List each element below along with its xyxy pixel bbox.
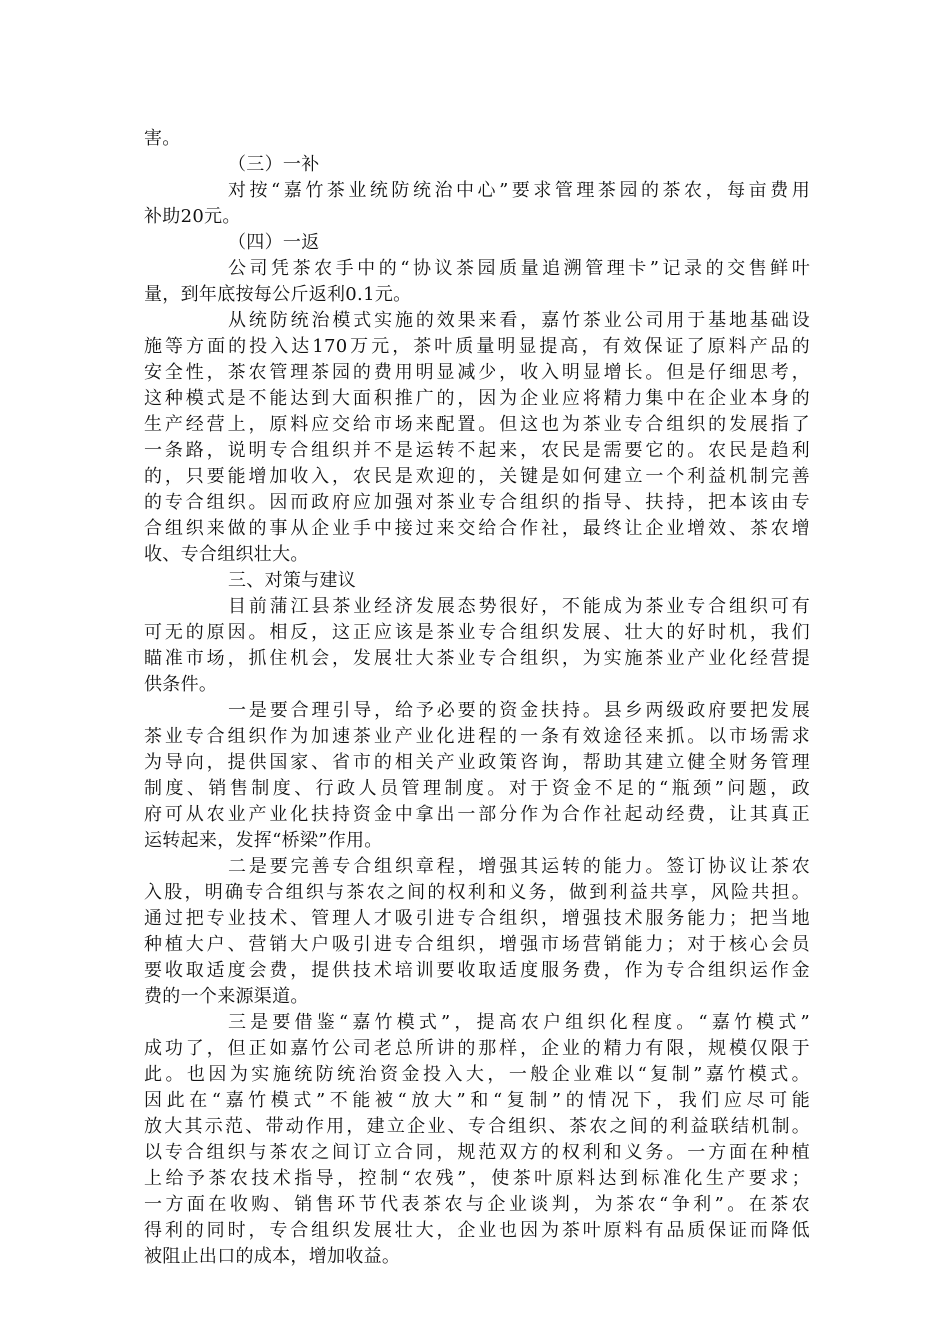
- text-line: 合组织来做的事从企业手中接过来交给合作社，最终让企业增效、茶农增: [144, 518, 810, 539]
- text-line: 入股，明确专合组织与茶农之间的权利和义务，做到利益共享，风险共担。: [144, 882, 810, 903]
- text-line: 被阻止出口的成本，增加收益。: [144, 1246, 401, 1267]
- text-line: 成功了，但正如嘉竹公司老总所讲的那样，企业的精力有限，规模仅限于: [144, 1038, 810, 1059]
- text-line: 种植大户、营销大户吸引进专合组织，增强市场营销能力；对于核心会员: [144, 934, 810, 955]
- text-line: 制度、销售制度、行政人员管理制度。对于资金不足的“瓶颈”问题，政: [144, 778, 810, 799]
- section-heading: （四）一返: [228, 232, 320, 253]
- text-line: 三是要借鉴“嘉竹模式”，提高农户组织化程度。“嘉竹模式”: [228, 1012, 810, 1033]
- section-heading: 三、对策与建议: [228, 570, 357, 591]
- text-line: 一是要合理引导，给予必要的资金扶持。县乡两级政府要把发展: [228, 700, 810, 721]
- text-line: 上给予茶农技术指导，控制“农残”，使茶叶原料达到标准化生产要求；: [144, 1168, 810, 1189]
- text-line: 以专合组织与茶农之间订立合同，规范双方的权利和义务。一方面在种植: [144, 1142, 810, 1163]
- text-line: 费的一个来源渠道。: [144, 986, 309, 1007]
- text-line: 生产经营上，原料应交给市场来配置。但这也为茶业专合组织的发展指了: [144, 414, 810, 435]
- text-line: 从统防统治模式实施的效果来看，嘉竹茶业公司用于基地基础设: [228, 310, 810, 331]
- document-page: [144, 126, 810, 1270]
- text-line: 瞄准市场，抓住机会，发展壮大茶业专合组织，为实施茶业产业化经营提: [144, 648, 810, 669]
- text-line: 为导向，提供国家、省市的相关产业政策咨询，帮助其建立健全财务管理: [144, 752, 810, 773]
- text-line: 二是要完善专合组织章程，增强其运转的能力。签订协议让茶农: [228, 856, 810, 877]
- text-line: 放大其示范、带动作用，建立企业、专合组织、茶农之间的利益联结机制。: [144, 1116, 810, 1137]
- text-line: 要收取适度会费，提供技术培训要收取适度服务费，作为专合组织运作金: [144, 960, 810, 981]
- text-line: 量，到年底按每公斤返利0.1元。: [144, 284, 412, 305]
- text-line: 施等方面的投入达170万元，茶叶质量明显提高，有效保证了原料产品的: [144, 336, 810, 357]
- text-line: 对按“嘉竹茶业统防统治中心”要求管理茶园的茶农，每亩费用: [228, 180, 810, 201]
- text-line: 一条路，说明专合组织并不是运转不起来，农民是需要它的。农民是趋利: [144, 440, 810, 461]
- text-line: 目前蒲江县茶业经济发展态势很好，不能成为茶业专合组织可有: [228, 596, 810, 617]
- text-line: 可无的原因。相反，这正应该是茶业专合组织发展、壮大的好时机，我们: [144, 622, 810, 643]
- section-heading: （三）一补: [228, 154, 320, 175]
- text-line: 安全性，茶农管理茶园的费用明显减少，收入明显增长。但是仔细思考，: [144, 362, 810, 383]
- text-line: 运转起来，发挥“桥梁”作用。: [144, 830, 383, 851]
- text-line: 因此在“嘉竹模式”不能被“放大”和“复制”的情况下，我们应尽可能: [144, 1090, 810, 1111]
- text-line: 此。也因为实施统防统治资金投入大，一般企业难以“复制”嘉竹模式。: [144, 1064, 810, 1085]
- text-line: 公司凭茶农手中的“协议茶园质量追溯管理卡”记录的交售鲜叶: [228, 258, 810, 279]
- text-line: 收、专合组织壮大。: [144, 544, 309, 565]
- text-line: 这种模式是不能达到大面积推广的，因为企业应将精力集中在企业本身的: [144, 388, 810, 409]
- text-line: 供条件。: [144, 674, 218, 695]
- text-line: 害。: [144, 128, 181, 149]
- text-line: 的，只要能增加收入，农民是欢迎的，关键是如何建立一个利益机制完善: [144, 466, 810, 487]
- text-line: 通过把专业技术、管理人才吸引进专合组织，增强技术服务能力；把当地: [144, 908, 810, 929]
- text-line: 一方面在收购、销售环节代表茶农与企业谈判，为茶农“争利”。在茶农: [144, 1194, 810, 1215]
- text-line: 的专合组织。因而政府应加强对茶业专合组织的指导、扶持，把本该由专: [144, 492, 810, 513]
- text-line: 得利的同时，专合组织发展壮大，企业也因为茶叶原料有品质保证而降低: [144, 1220, 810, 1241]
- text-line: 府可从农业产业化扶持资金中拿出一部分作为合作社起动经费，让其真正: [144, 804, 810, 825]
- text-line: 茶业专合组织作为加速茶业产业化进程的一条有效途径来抓。以市场需求: [144, 726, 810, 747]
- text-line: 补助20元。: [144, 206, 241, 227]
